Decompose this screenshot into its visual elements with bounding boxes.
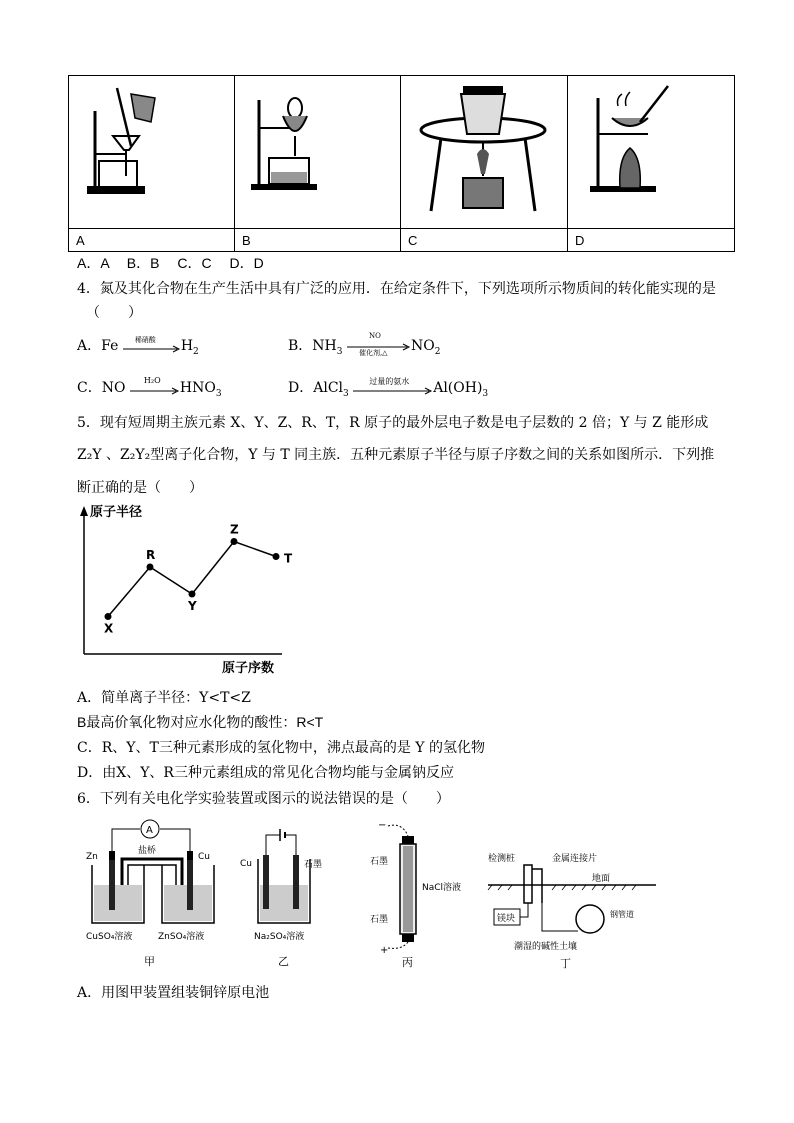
ding-probe-label: 检测桩 [488,854,516,864]
apparatus-label-d: D [568,229,735,252]
yi-sol-label: Na₂SO₄溶液 [254,932,305,942]
q4-b-label: B． [288,338,313,354]
q5-line3: 断正确的是（ ） [77,480,203,496]
q4-a-to: H [180,338,194,354]
bing-caption: 丙 [402,956,413,969]
q4-b-cond-top: NO [368,332,381,340]
q4-paren: （ ） [86,305,142,321]
bing-plus-label: + [380,945,389,956]
ding-ground-label: 地面 [592,874,611,884]
jia-zn-label: Zn [86,852,98,862]
q6-stem: 6．下列有关电化学实验装置或图示的说法错误的是（ ） [77,791,450,807]
q3-choices: A．A B．B C．C D．D [77,255,264,271]
q4-d-to-sub: 3 [482,388,489,399]
q5-line2 [77,444,714,464]
q5-option-d: D．由X、Y、R三种元素组成的常见化合物均能与金属钠反应 [77,765,454,781]
apparatus-c-crucible-heating-image [401,76,567,224]
apparatus-d-evaporation-image [568,76,734,224]
q5-line2-rest: 型离子化合物，Y 与 T 同主族．五种元素原子半径与原子序数之间的关系如图所示．下列推 [150,447,715,463]
q4-option-d [288,377,488,399]
q6-option-a: A．用图甲装置组装铜锌原电池 [77,985,270,1001]
chart-point-label-t: T [284,551,293,566]
chart-point-t [273,553,280,560]
ding-pipe-label: 钢管道 [610,910,634,919]
q5-formula: Z₂Y 、Z₂Y₂ [77,447,151,463]
ding-plate-label: 金属连接片 [552,854,598,864]
jia-meter-label: A [146,825,153,836]
q4-c-to-sub: 3 [215,388,222,399]
q4-d-from-sub: 3 [343,388,349,399]
chart-point-y [189,591,196,598]
q4-c-from: NO [101,380,126,396]
q4-a-from: Fe [101,338,119,354]
bing-minus-label: − [378,820,387,831]
yi-cu-label: Cu [240,859,252,869]
q4-stem: 4．氮及其化合物在生产生活中具有广泛的应用．在给定条件下，下列选项所示物质间的转化能实现的是 [77,281,716,297]
chart-point-x [105,613,112,620]
diagram-yi [240,815,350,970]
q4-d-arrow [353,377,433,396]
q5-option-b: B最高价氧化物对应水化物的酸性：R<T [77,714,324,730]
diagram-jia [82,815,232,970]
q5-line1: 5．现有短周期主族元素 X、Y、Z、R、T，R 原子的最外层电子数是电子层数的 2 倍；Y 与 Z 能形成 [77,415,709,431]
yi-graphite-label: 石墨 [304,860,323,870]
ding-soil-label: 潮湿的碱性土壤 [514,942,578,952]
q4-option-b [288,332,441,357]
q4-d-cond: 过量的氨水 [369,377,410,386]
chart-point-z [231,538,238,545]
jia-sol2-label: ZnSO₄溶液 [158,932,205,942]
bing-top-label: 石墨 [370,857,389,867]
jia-cu-label: Cu [198,852,210,862]
ding-caption: 丁 [560,957,571,970]
q4-a-arrow [123,338,181,354]
apparatus-label-a: A [69,229,235,252]
q4-b-arrow [347,332,411,357]
bing-bottom-label: 石墨 [370,915,389,925]
q4-c-to: HNO [179,380,216,396]
apparatus-a-cell [69,76,235,229]
jia-sol1-label: CuSO₄溶液 [86,932,133,942]
jia-bridge-label: 盐桥 [138,846,157,856]
q4-b-from: NH [312,338,337,354]
apparatus-a-filtration-image [69,76,234,224]
jia-caption: 甲 [144,955,155,968]
chart-ylabel: 原子半径 [90,505,143,520]
yi-caption: 乙 [278,955,289,968]
q4-b-cond-bottom: 催化剂,△ [358,349,388,357]
chart-point-label-y: Y [188,599,197,613]
chart-point-label-x: X [104,621,114,636]
q4-c-arrow [130,376,180,396]
atomic-radius-chart [70,500,293,678]
ding-mg-label: 镁块 [497,914,516,924]
q4-b-to: NO [410,338,435,354]
q4-b-to-sub: 2 [434,346,441,357]
q4-c-label: C． [77,380,102,396]
chart-point-r [147,564,154,571]
apparatus-b-cell [235,76,401,229]
q4-option-c [77,377,222,399]
diagram-bing [368,818,483,970]
q4-a-to-sub: 2 [193,346,199,357]
diagram-ding [486,845,666,970]
q4-option-a [77,335,199,357]
apparatus-d-cell [568,76,735,229]
apparatus-b-separatory-funnel-image [235,76,400,224]
apparatus-c-cell [401,76,568,229]
bing-sol-label: NaCl溶液 [422,883,462,893]
chart-xlabel: 原子序数 [222,661,275,676]
q4-d-label: D． [288,380,314,396]
q5-option-a: A．简单离子半径：Y<T<Z [77,690,251,706]
q4-d-to: Al(OH) [433,380,483,396]
q4-b-from-sub: 3 [336,346,343,357]
chart-point-label-z: Z [230,522,239,537]
q4-c-cond: H₂O [143,376,161,385]
q4-a-label: A． [77,338,102,354]
q5-option-c: C．R、Y、T三种元素形成的氢化物中，沸点最高的是 Y 的氢化物 [77,740,485,756]
apparatus-label-c: C [401,229,568,252]
q4-d-from: AlCl [313,380,344,396]
apparatus-label-b: B [235,229,401,252]
apparatus-table [68,75,735,252]
chart-point-label-r: R [146,548,156,562]
q4-a-cond: 稀硝酸 [134,336,156,344]
